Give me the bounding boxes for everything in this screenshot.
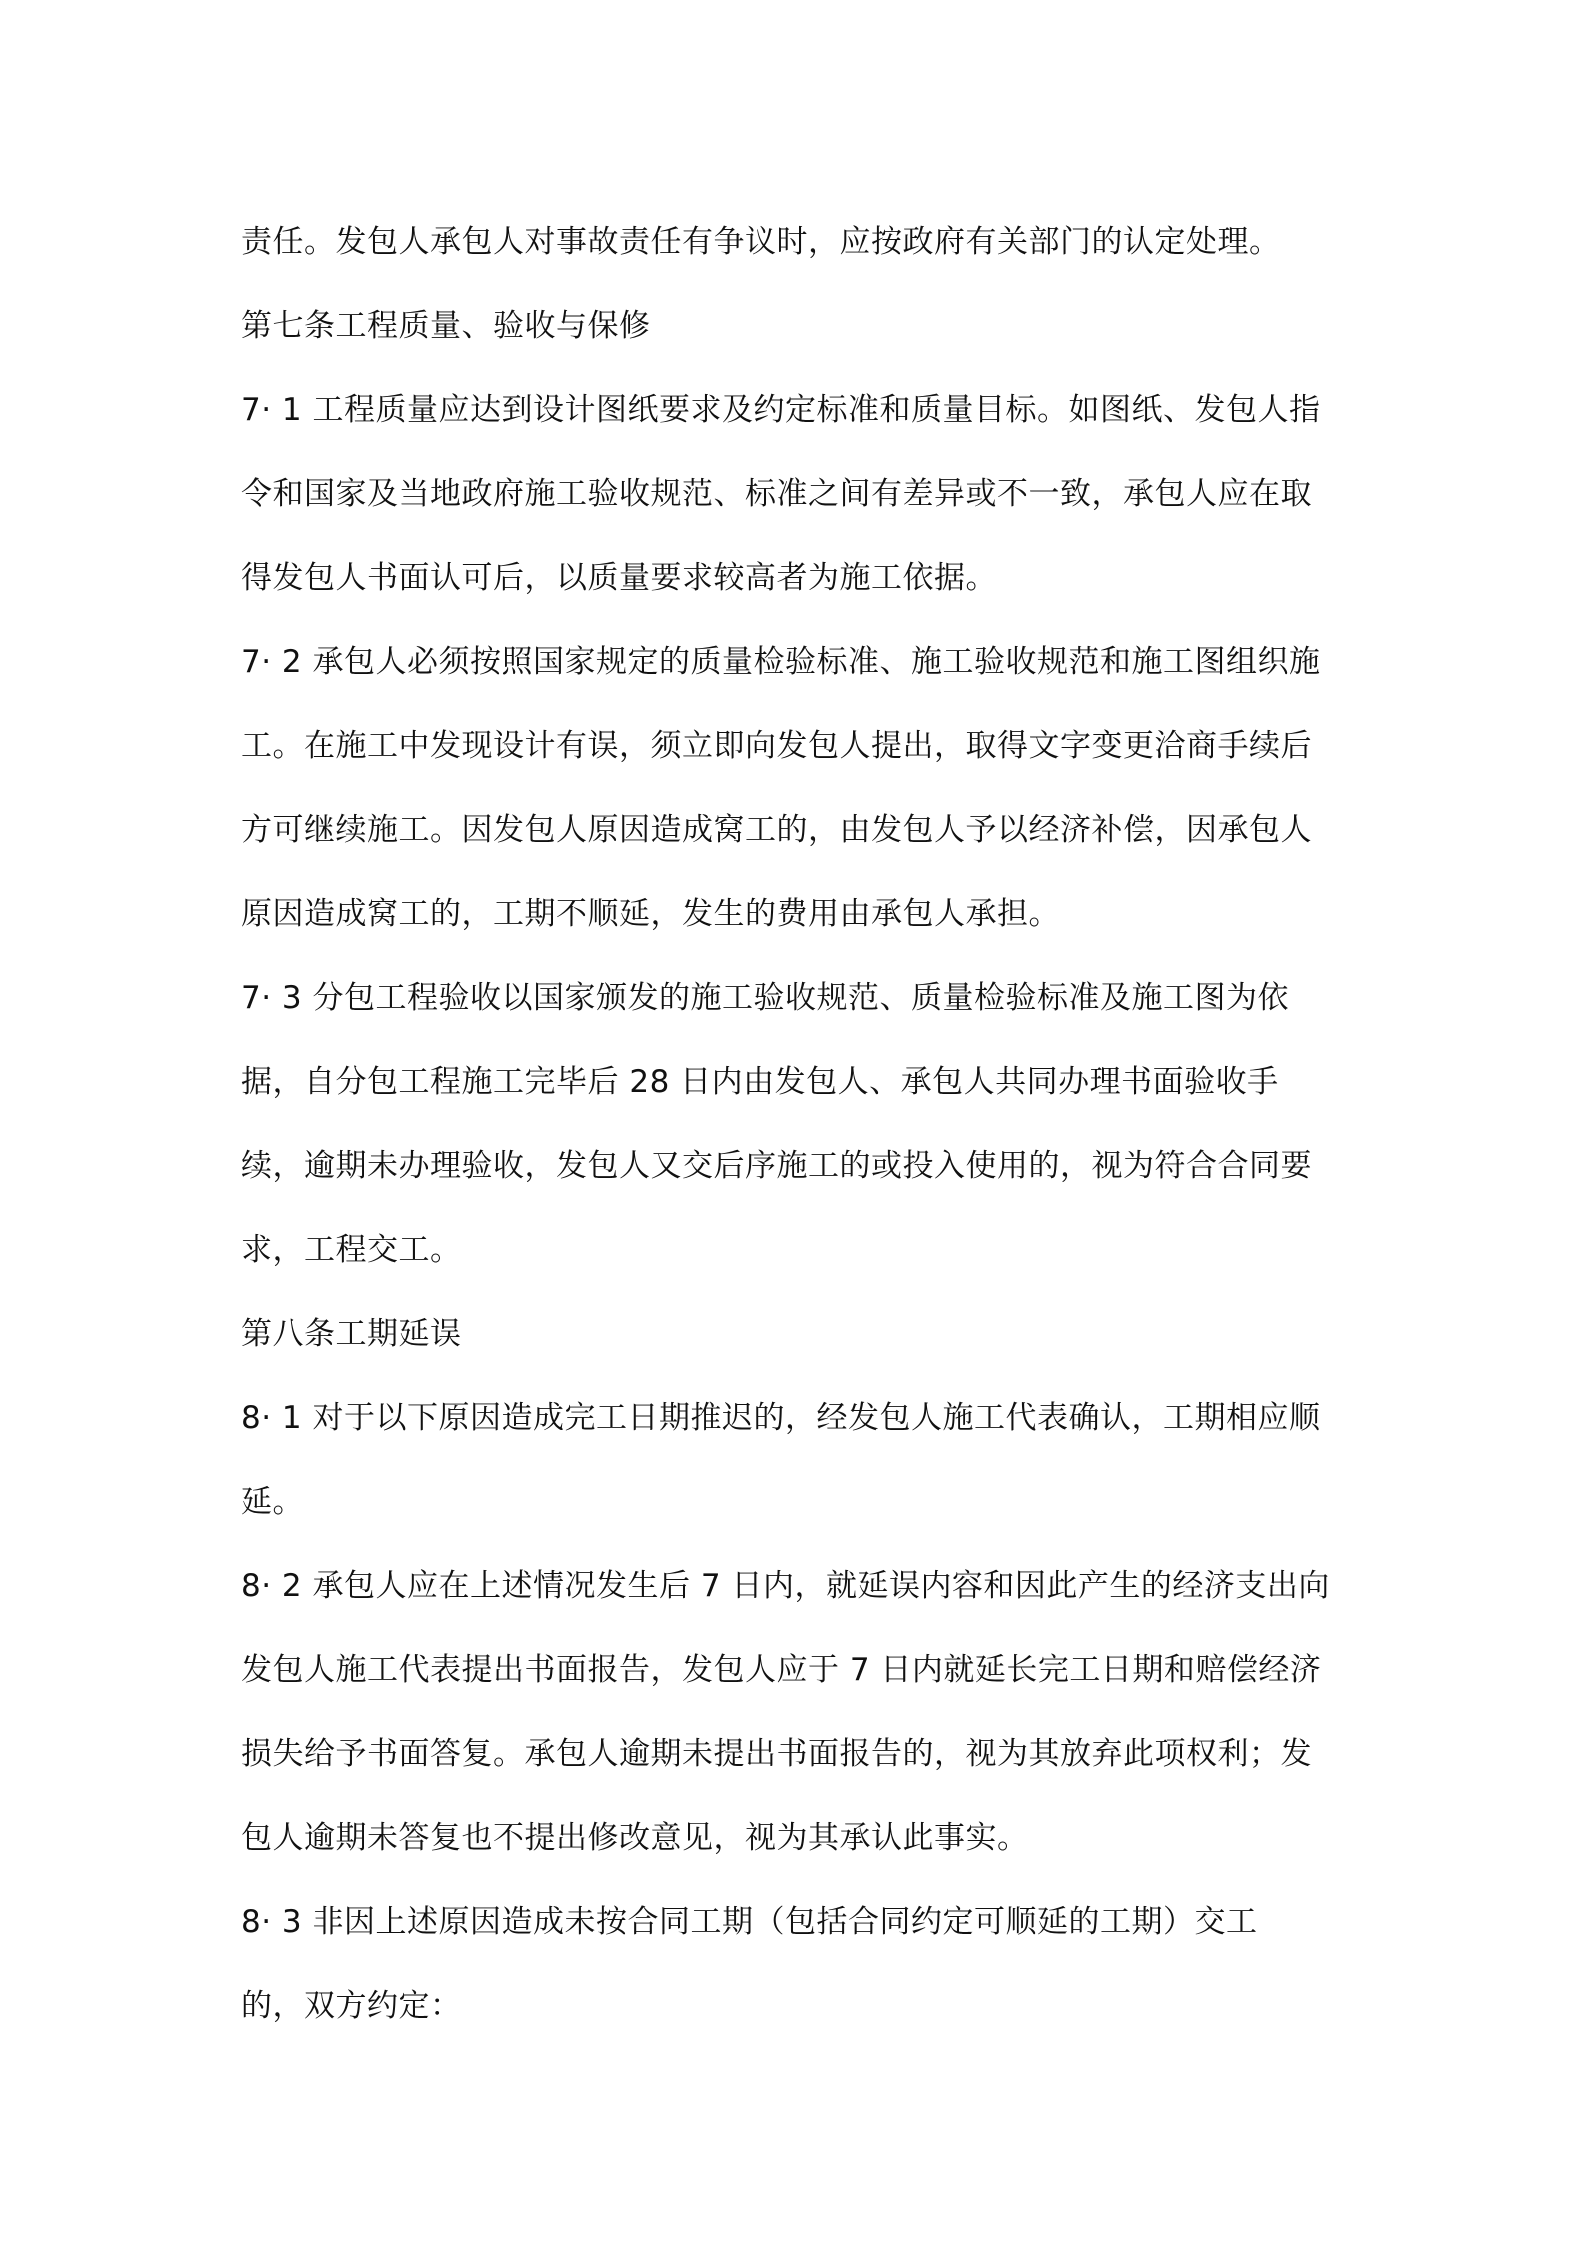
text-line: 工。在施工中发现设计有误，须立即向发包人提出，取得文字变更洽商手续后	[241, 728, 1312, 764]
text-line: 8· 3 非因上述原因造成未按合同工期（包括合同约定可顺延的工期）交工	[241, 1904, 1258, 1940]
text-line: 发包人施工代表提出书面报告，发包人应于 7 日内就延长完工日期和赔偿经济	[241, 1652, 1322, 1688]
text-line: 得发包人书面认可后，以质量要求较高者为施工依据。	[241, 560, 997, 596]
text-line: 方可继续施工。因发包人原因造成窝工的，由发包人予以经济补偿，因承包人	[241, 812, 1312, 848]
text-line: 延。	[241, 1484, 304, 1520]
text-line: 7· 3 分包工程验收以国家颁发的施工验收规范、质量检验标准及施工图为依	[241, 980, 1290, 1016]
text-line: 的，双方约定：	[241, 1988, 462, 2024]
text-line: 包人逾期未答复也不提出修改意见，视为其承认此事实。	[241, 1820, 1029, 1856]
text-line: 8· 2 承包人应在上述情况发生后 7 日内，就延误内容和因此产生的经济支出向	[241, 1568, 1330, 1604]
text-line: 7· 2 承包人必须按照国家规定的质量检验标准、施工验收规范和施工图组织施	[241, 644, 1321, 680]
section-heading-article-8: 第八条工期延误	[241, 1316, 462, 1352]
text-line: 8· 1 对于以下原因造成完工日期推迟的，经发包人施工代表确认，工期相应顺	[241, 1400, 1321, 1436]
text-line: 原因造成窝工的，工期不顺延，发生的费用由承包人承担。	[241, 896, 1060, 932]
text-line: 7· 1 工程质量应达到设计图纸要求及约定标准和质量目标。如图纸、发包人指	[241, 392, 1321, 428]
section-heading-article-7: 第七条工程质量、验收与保修	[241, 308, 651, 344]
text-line: 续，逾期未办理验收，发包人又交后序施工的或投入使用的，视为符合合同要	[241, 1148, 1312, 1184]
text-line: 损失给予书面答复。承包人逾期未提出书面报告的，视为其放弃此项权利；发	[241, 1736, 1312, 1772]
text-line: 据，自分包工程施工完毕后 28 日内由发包人、承包人共同办理书面验收手	[241, 1064, 1279, 1100]
text-line: 令和国家及当地政府施工验收规范、标准之间有差异或不一致，承包人应在取	[241, 476, 1312, 512]
document-body	[241, 200, 1361, 2048]
text-line: 求，工程交工。	[241, 1232, 462, 1268]
text-line: 责任。发包人承包人对事故责任有争议时，应按政府有关部门的认定处理。	[241, 224, 1281, 260]
